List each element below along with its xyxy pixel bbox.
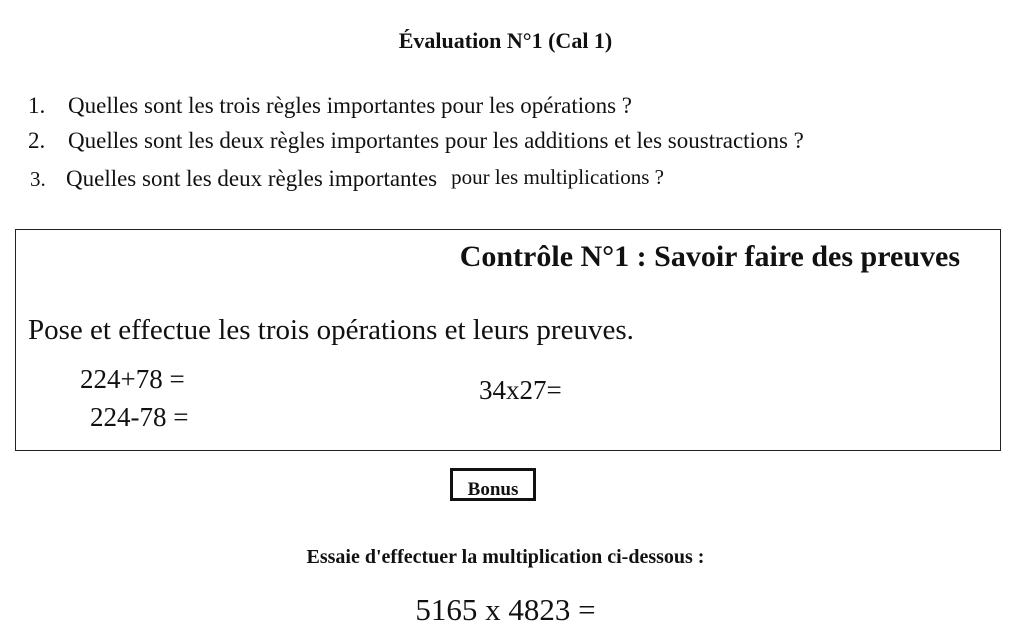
question-text: Quelles sont les deux règles importantes pour les additions et les soustractions ? bbox=[68, 128, 804, 153]
question-3 bbox=[30, 166, 664, 192]
question-text-part-b: pour les multiplications ? bbox=[451, 165, 665, 189]
question-1 bbox=[28, 93, 632, 119]
question-text-part-a: Quelles sont les deux règles importantes bbox=[66, 166, 438, 191]
bonus-label: Bonus bbox=[450, 468, 536, 501]
question-number: 2. bbox=[28, 128, 46, 153]
addition-operation: 224+78 = bbox=[80, 364, 185, 394]
question-number: 1. bbox=[28, 93, 46, 118]
control-section bbox=[15, 229, 1001, 451]
page-title: Évaluation N°1 (Cal 1) bbox=[398, 28, 613, 53]
question-text: Quelles sont les trois règles importantes pour les opérations ? bbox=[68, 93, 633, 118]
bonus-multiplication: 5165 x 4823 = bbox=[415, 592, 596, 627]
bonus-instruction: Essaie d'effectuer la multiplication ci-dessous : bbox=[306, 546, 705, 568]
control-instruction: Pose et effectue les trois opérations et leurs preuves. bbox=[28, 314, 634, 346]
question-number: 3. bbox=[30, 167, 46, 191]
question-2 bbox=[28, 128, 804, 154]
subtraction-operation: 224-78 = bbox=[90, 402, 189, 432]
control-title: Contrôle N°1 : Savoir faire des preuves bbox=[459, 240, 960, 273]
multiplication-operation: 34x27= bbox=[479, 375, 562, 405]
